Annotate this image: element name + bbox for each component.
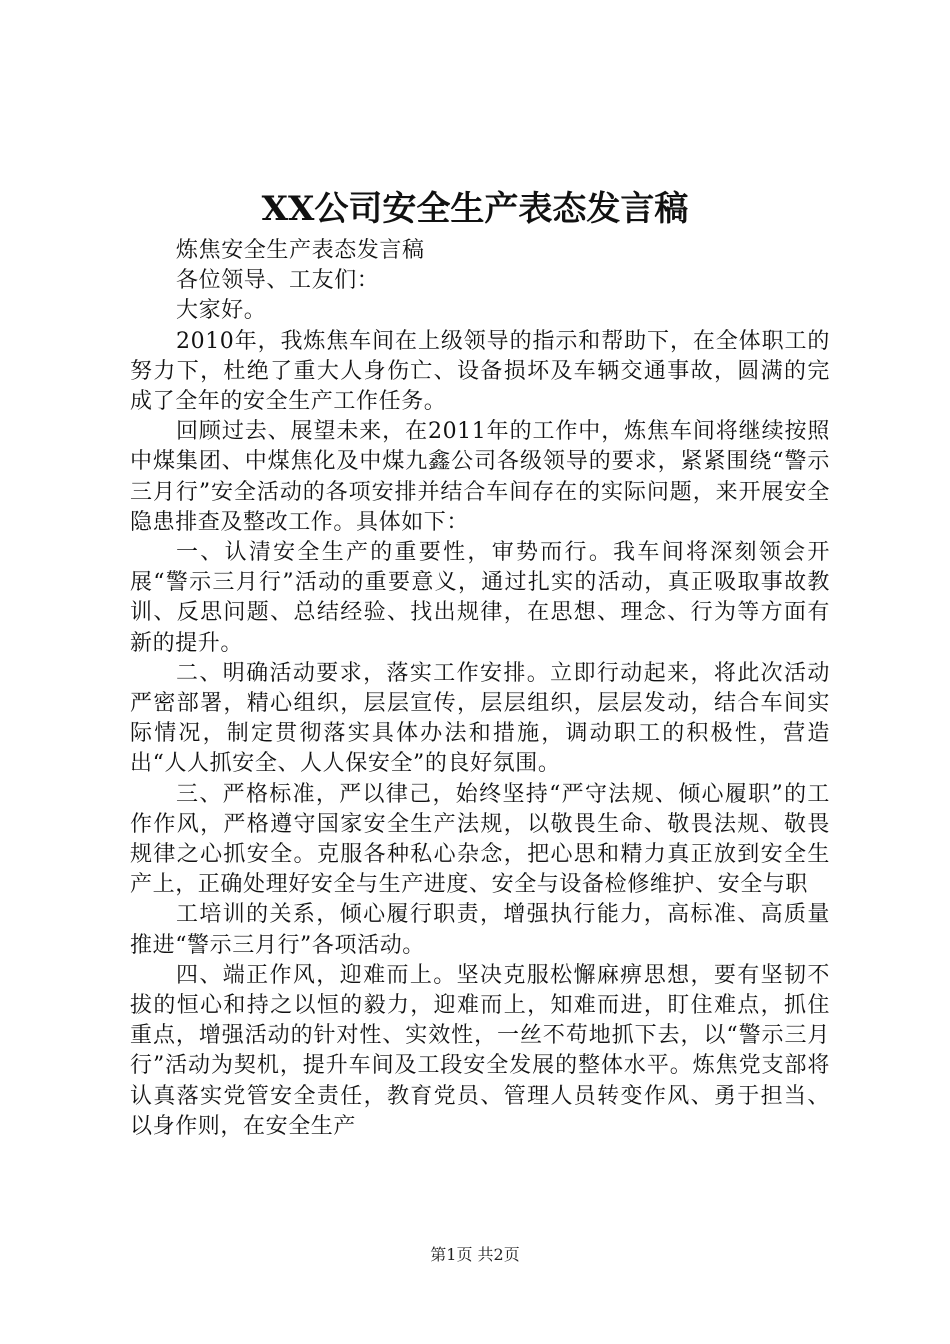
page-number-footer: 第1页 共2页	[430, 1245, 520, 1264]
paragraph-2011-outlook: 回顾过去、展望未来，在2011年的工作中，炼焦车间将继续按照中煤集团、中煤焦化及中煤九鑫公司各级领导的要求，紧紧围绕“警示三月行”安全活动的各项安排并结合车间存在的实际问题，来开展安全隐患排查及整改工作。具体如下：	[130, 419, 830, 535]
paragraph-point-three-continued: 工培训的关系，倾心履行职责，增强执行能力，高标准、高质量推进“警示三月行”各项活动。	[130, 902, 830, 958]
paragraph-subtitle: 炼焦安全生产表态发言稿	[176, 238, 425, 263]
paragraph-salutation: 各位领导、工友们：	[176, 268, 380, 294]
paragraph-point-three: 三、严格标准，严以律己，始终坚持“严守法规、倾心履职”的工作作风，严格遵守国家安全生产法规，以敬畏生命、敬畏法规、敬畏规律之心抓安全。克服各种私心杂念，把心思和精力真正放到安全生产上，正确处理好安全与生产进度、安全与设备检修维护、安全与职	[130, 781, 830, 898]
paragraph-point-two: 二、明确活动要求，落实工作安排。立即行动起来，将此次活动严密部署，精心组织，层层宣传，层层组织，层层发动，结合车间实际情况，制定贯彻落实具体办法和措施，调动职工的积极性，营造出“人人抓安全、人人保安全”的良好氛围。	[130, 660, 830, 777]
paragraph-point-one: 一、认清安全生产的重要性，审势而行。我车间将深刻领会开展“警示三月行”活动的重要意义，通过扎实的活动，真正吸取事故教训、反思问题、总结经验、找出规律，在思想、理念、行为等方面有新的提升。	[130, 540, 830, 656]
document-body	[130, 236, 830, 1142]
paragraph-point-four: 四、端正作风，迎难而上。坚决克服松懈麻痹思想，要有坚韧不拔的恒心和持之以恒的毅力，迎难而上，知难而进，盯住难点，抓住重点，增强活动的针对性、实效性，一丝不苟地抓下去，以“警示三月行”活动为契机，提升车间及工段安全发展的整体水平。炼焦党支部将认真落实党管安全责任，教育党员、管理人员转变作风、勇于担当、以身作则，在安全生产	[130, 962, 830, 1139]
paragraph-greeting: 大家好。	[176, 298, 267, 324]
document-title: XX公司安全生产表态发言稿	[261, 189, 689, 229]
paragraph-2010-summary: 2010年，我炼焦车间在上级领导的指示和帮助下，在全体职工的努力下，杜绝了重大人身伤亡、设备损坏及车辆交通事故，圆满的完成了全年的安全生产工作任务。	[130, 328, 830, 415]
